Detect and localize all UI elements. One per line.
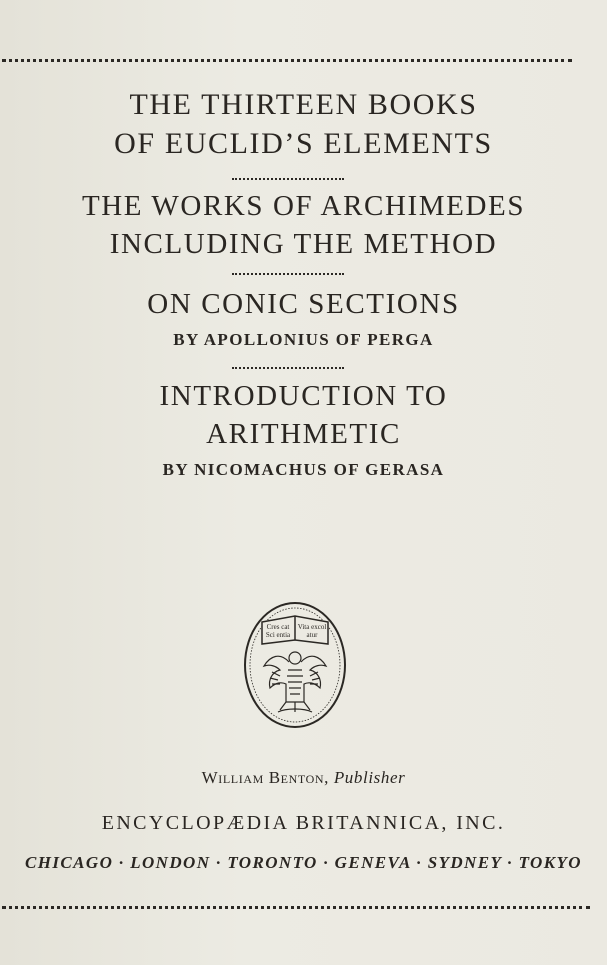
cities-line: CHICAGO · LONDON · TORONTO · GENEVA · SYDNEY · TOKYO	[25, 853, 582, 872]
separator-3	[232, 367, 344, 369]
svg-text:atur: atur	[306, 631, 318, 639]
university-seal-icon	[242, 600, 348, 730]
publisher-role: Publisher	[333, 768, 406, 787]
euclid-title-line2: OF EUCLID’S ELEMENTS	[114, 127, 493, 160]
publisher-name: William Benton,	[201, 768, 329, 787]
seal-book-left-text: Cres cat	[266, 623, 290, 631]
bottom-dotted-rule	[2, 906, 590, 909]
publisher-line	[0, 768, 607, 788]
separator-2	[232, 273, 344, 275]
top-dotted-rule	[2, 59, 572, 62]
seal-book-right-text: Vita excol	[297, 623, 327, 631]
conics-title: ON CONIC SECTIONS	[147, 288, 460, 320]
company-name: ENCYCLOPÆDIA BRITANNICA, INC.	[101, 812, 506, 834]
archimedes-title-line1: THE WORKS OF ARCHIMEDES	[81, 190, 526, 222]
archimedes-title-line2: INCLUDING THE METHOD	[109, 228, 498, 260]
svg-text:Sci entia: Sci entia	[265, 631, 291, 639]
separator-1	[232, 178, 344, 180]
euclid-title-line1: THE THIRTEEN BOOKS	[129, 88, 478, 121]
nicomachus-byline: BY NICOMACHUS OF GERASA	[162, 460, 445, 479]
conics-byline: BY APOLLONIUS OF PERGA	[173, 330, 434, 349]
nicomachus-title-line2: ARITHMETIC	[206, 418, 401, 450]
nicomachus-title-line1: INTRODUCTION TO	[159, 380, 448, 412]
